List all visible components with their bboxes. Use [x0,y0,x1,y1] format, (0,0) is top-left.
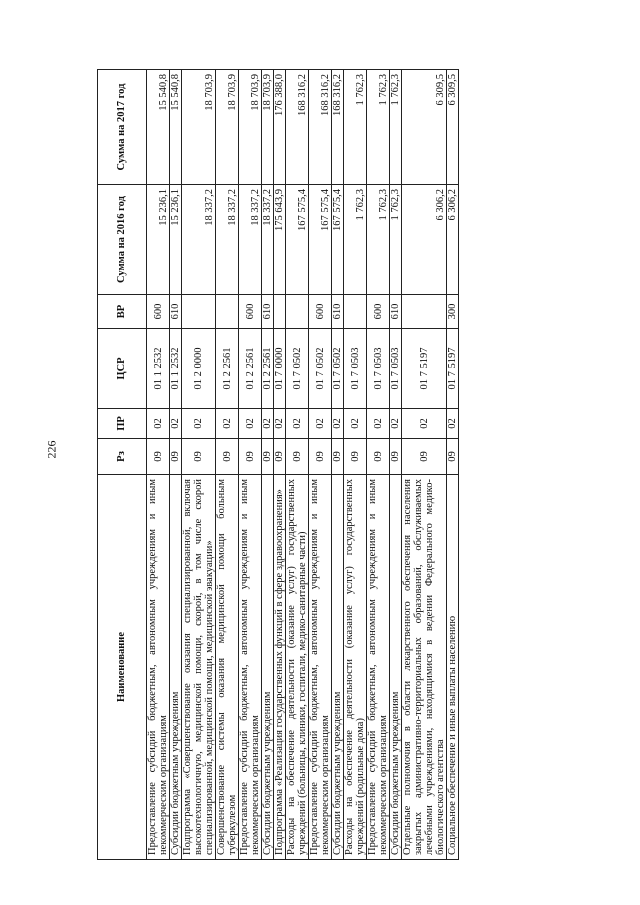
table-row [309,70,332,860]
cell-sum-2017: 18 703,9 [182,70,216,185]
cell-sum-2016: 18 337,2 [262,185,274,295]
table-header-row [98,70,147,860]
cell-sum-2016: 175 643,9 [274,185,286,295]
cell-csr: 01 1 2532 [147,329,170,409]
table-row [216,70,239,860]
rotated-table-container [97,70,552,860]
table-row [239,70,262,860]
cell-rz: 09 [274,439,286,475]
cell-pr: 02 [182,409,216,439]
cell-csr: 01 7 0503 [390,329,402,409]
table-row [170,70,182,860]
cell-pr: 02 [262,409,274,439]
header-csr: ЦСР [98,329,147,409]
table-row [390,70,402,860]
cell-sum-2016: 15 236,1 [147,185,170,295]
cell-name: Отдельные полномочия в области лекарственного обеспечения населения закрытых административно-территориальных образований, обслуживаемых лечебными учреждениями, находящимися в ведении Федерального медико-биологического агентства [402,475,447,860]
cell-sum-2017: 1 762,3 [390,70,402,185]
cell-sum-2016: 6 306,2 [447,185,459,295]
cell-csr: 01 2 2561 [239,329,262,409]
cell-rz: 09 [262,439,274,475]
cell-vr [286,295,309,329]
cell-sum-2017: 168 316,2 [286,70,309,185]
cell-sum-2017: 15 540,8 [147,70,170,185]
cell-rz: 09 [286,439,309,475]
cell-name: Расходы на обеспечение деятельности (оказание услуг) государственных учреждений (больницы, клиники, госпитали, медико-санитарные части) [286,475,309,860]
cell-csr: 01 7 0502 [309,329,332,409]
cell-vr: 600 [309,295,332,329]
cell-name: Предоставление субсидий бюджетным, автономным учреждениям и иным некоммерческим организациям [239,475,262,860]
table-row [274,70,286,860]
cell-name: Подпрограмма «Совершенствование оказания специализированной, включая высокотехнологичную, медицинской помощи, скорой, в том числе скорой специализированной, медицинской помощи, медицинской эвакуации» [182,475,216,860]
cell-vr [402,295,447,329]
header-vr: ВР [98,295,147,329]
cell-rz: 09 [216,439,239,475]
cell-csr: 01 1 2532 [170,329,182,409]
cell-vr: 610 [262,295,274,329]
cell-name: Предоставление субсидий бюджетным, автономным учреждениям и иным некоммерческим организациям [147,475,170,860]
cell-rz: 09 [390,439,402,475]
cell-sum-2017: 6 309,5 [402,70,447,185]
cell-vr: 610 [332,295,344,329]
cell-rz: 09 [170,439,182,475]
cell-sum-2017: 1 762,3 [344,70,367,185]
cell-vr: 600 [239,295,262,329]
cell-rz: 09 [332,439,344,475]
cell-pr: 02 [147,409,170,439]
cell-rz: 09 [367,439,390,475]
cell-csr: 01 7 5197 [447,329,459,409]
cell-pr: 02 [170,409,182,439]
header-rz: Рз [98,439,147,475]
cell-pr: 02 [274,409,286,439]
cell-name: Субсидии бюджетным учреждениям [170,475,182,860]
table-row [332,70,344,860]
cell-name: Субсидии бюджетным учреждениям [262,475,274,860]
cell-name: Субсидии бюджетным учреждениям [390,475,402,860]
cell-vr: 600 [367,295,390,329]
cell-name: Расходы на обеспечение деятельности (оказание услуг) государственных учреждений (родильные дома) [344,475,367,860]
cell-vr [274,295,286,329]
cell-pr: 02 [216,409,239,439]
header-name: Наименование [98,475,147,860]
cell-sum-2016: 1 762,3 [390,185,402,295]
table-row [447,70,459,860]
cell-sum-2016: 167 575,4 [332,185,344,295]
cell-csr: 01 7 0000 [274,329,286,409]
cell-vr: 600 [147,295,170,329]
cell-csr: 01 2 2561 [262,329,274,409]
cell-sum-2017: 1 762,3 [367,70,390,185]
cell-pr: 02 [332,409,344,439]
cell-pr: 02 [447,409,459,439]
cell-name: Субсидии бюджетным учреждениям [332,475,344,860]
cell-pr: 02 [239,409,262,439]
cell-csr: 01 7 5197 [402,329,447,409]
table-row [367,70,390,860]
cell-rz: 09 [147,439,170,475]
cell-rz: 09 [447,439,459,475]
cell-csr: 01 7 0502 [332,329,344,409]
cell-sum-2017: 18 703,9 [239,70,262,185]
cell-vr [216,295,239,329]
cell-sum-2017: 18 703,9 [216,70,239,185]
cell-pr: 02 [344,409,367,439]
budget-table [97,69,459,860]
cell-csr: 01 2 2561 [216,329,239,409]
cell-csr: 01 7 0502 [286,329,309,409]
cell-rz: 09 [344,439,367,475]
table-row [262,70,274,860]
table-row [182,70,216,860]
table-row [402,70,447,860]
cell-sum-2017: 6 309,5 [447,70,459,185]
header-sum-2017: Сумма на 2017 год [98,70,147,185]
cell-sum-2016: 6 306,2 [402,185,447,295]
table-row [344,70,367,860]
cell-vr: 610 [170,295,182,329]
page-number: 226 [44,440,59,459]
cell-vr: 300 [447,295,459,329]
cell-csr: 01 7 0503 [367,329,390,409]
cell-vr: 610 [390,295,402,329]
cell-vr [182,295,216,329]
cell-vr [344,295,367,329]
cell-rz: 09 [309,439,332,475]
cell-sum-2017: 168 316,2 [309,70,332,185]
cell-name: Предоставление субсидий бюджетным, автономным учреждениям и иным некоммерческим организациям [309,475,332,860]
table-row [286,70,309,860]
cell-sum-2017: 176 388,0 [274,70,286,185]
cell-csr: 01 2 0000 [182,329,216,409]
table-row [147,70,170,860]
cell-csr: 01 7 0503 [344,329,367,409]
cell-sum-2017: 15 540,8 [170,70,182,185]
cell-name: Социальное обеспечение и иные выплаты населению [447,475,459,860]
cell-name: Подпрограмма «Реализация государственных функций в сфере здравоохранения» [274,475,286,860]
cell-pr: 02 [390,409,402,439]
cell-sum-2016: 1 762,3 [367,185,390,295]
cell-sum-2016: 18 337,2 [239,185,262,295]
cell-sum-2016: 18 337,2 [182,185,216,295]
cell-rz: 09 [239,439,262,475]
header-pr: ПР [98,409,147,439]
cell-pr: 02 [367,409,390,439]
cell-pr: 02 [309,409,332,439]
cell-pr: 02 [402,409,447,439]
cell-rz: 09 [182,439,216,475]
cell-sum-2016: 18 337,2 [216,185,239,295]
cell-sum-2017: 18 703,9 [262,70,274,185]
cell-sum-2016: 167 575,4 [286,185,309,295]
header-sum-2016: Сумма на 2016 год [98,185,147,295]
cell-sum-2017: 168 316,2 [332,70,344,185]
cell-pr: 02 [286,409,309,439]
cell-sum-2016: 1 762,3 [344,185,367,295]
cell-name: Предоставление субсидий бюджетным, автономным учреждениям и иным некоммерческим организациям [367,475,390,860]
cell-sum-2016: 15 236,1 [170,185,182,295]
cell-rz: 09 [402,439,447,475]
cell-name: Совершенствование системы оказания медицинской помощи больным туберкулезом [216,475,239,860]
table-body [147,70,459,860]
cell-sum-2016: 167 575,4 [309,185,332,295]
